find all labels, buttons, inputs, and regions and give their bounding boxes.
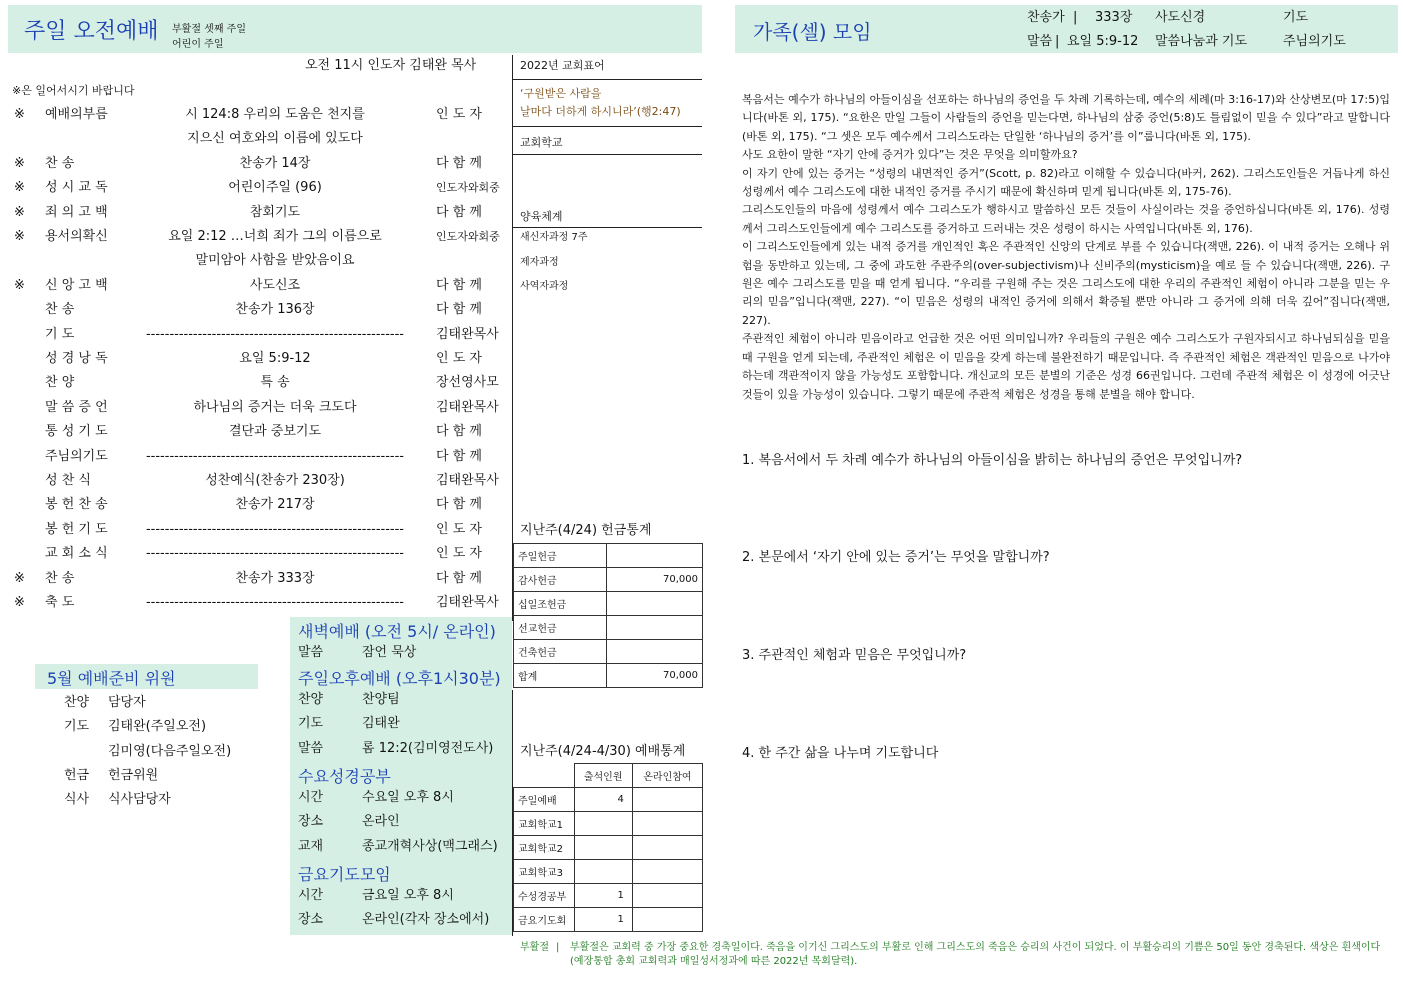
stand-mark: ※ [14, 180, 25, 196]
offering-label: 감사헌금 [514, 568, 607, 592]
meeting-title: 새벽예배 (오전 5시/ 온라인) [298, 622, 496, 641]
order-item-content: 어린이주일 (96) [228, 180, 322, 196]
order-item-content: ------------------------------------------------------- [145, 326, 404, 342]
order-item-leader: 다 함 께 [436, 155, 482, 171]
offering-row [514, 568, 703, 592]
stand-mark: ※ [14, 595, 25, 610]
order-item-name: 용서의확신 [45, 229, 108, 244]
order-item-content: ------------------------------------------------------- [145, 546, 404, 562]
committee-name: 담당자 [108, 695, 146, 710]
meeting-title: 수요성경공부 [298, 767, 391, 786]
order-item-content: ------------------------------------------------------- [145, 521, 404, 537]
worship-subtitle-2: 어린이 주일 [172, 39, 224, 50]
school-divider [513, 154, 702, 155]
attendance-row [514, 788, 703, 812]
committee-name: 김미영(다음주일오전) [108, 743, 232, 759]
attendance-row [514, 860, 703, 884]
attendance-online [632, 884, 702, 908]
body-paragraph: 이 자기 안에 있는 증거는 “성령의 내면적인 증거”(Scott, p. 82)라고 이해할 수 있습니다(바커, 262). 그리스도인들은 거듭나게 하신 성령께서 예수 그리스도에 대한 내적인 증거를 주시기 때문에 확신하며 믿게 됩니다(바톤 외, 175-76). [742, 166, 1390, 199]
meeting-value: 김태완 [362, 716, 400, 732]
order-item-leader: 다 함 께 [436, 204, 482, 220]
order-item-name: 교 회 소 식 [45, 546, 108, 562]
order-item-leader: 다 함 께 [436, 448, 482, 464]
offering-label: 선교헌금 [514, 616, 607, 640]
order-item-name: 축 도 [45, 595, 75, 610]
offering-amount [607, 640, 703, 664]
question-4: 4. 한 주간 삶을 나누며 기도합니다 [742, 746, 939, 761]
order-item-content: 요일 5:9-12 [239, 351, 311, 366]
order-item-content: 찬송가 333장 [235, 570, 315, 586]
cell-header [735, 5, 1398, 53]
order-item-content: 결단과 중보기도 [228, 424, 322, 440]
meeting-value: 찬양팀 [362, 692, 400, 707]
meeting-key: 말씀 [298, 740, 324, 756]
meeting-value: 롬 12:2(김미영전도사) [362, 740, 494, 756]
order-item-name: 성 찬 식 [45, 473, 91, 488]
order-item-content: 하나님의 증거는 더욱 크도다 [193, 399, 357, 415]
attendance-count [574, 812, 632, 836]
attendance-count [574, 860, 632, 884]
stand-mark: ※ [14, 277, 25, 293]
stand-mark: ※ [14, 570, 25, 586]
order-item-name: 신 앙 고 백 [45, 277, 108, 293]
attendance-label: 금요기도회 [514, 908, 575, 932]
order-item-name: 성 시 교 독 [45, 180, 108, 196]
motto-line-2: 날마다 더하게 하시니라’(행2:47) [520, 105, 681, 118]
committee-name: 김태완(주일오전) [108, 719, 207, 735]
committee-header [35, 664, 258, 689]
order-item-content: 찬송가 14장 [239, 155, 311, 171]
meeting-title: 금요기도모임 [298, 865, 391, 884]
order-item-content: 요일 2:12 …너희 죄가 그의 이름으로 [168, 229, 382, 244]
committee-role: 식사 [64, 792, 90, 808]
question-2: 2. 본문에서 ‘자기 안에 있는 증거’는 무엇을 말합니까? [742, 550, 1050, 565]
committee-role: 헌금 [64, 767, 90, 783]
meeting-key: 찬양 [298, 692, 324, 707]
attendance-row [514, 836, 703, 860]
service-info: 오전 11시 인도자 김태완 목사 [305, 58, 477, 73]
meeting-title: 주일오후예배 (오후1시30분) [298, 669, 501, 688]
order-item-name: 예배의부름 [45, 107, 108, 122]
order-item-leader: 다 함 께 [436, 497, 482, 513]
attendance-header: 온라인참여 [632, 764, 702, 788]
meeting-key: 기도 [298, 716, 324, 732]
order-item-leader: 인 도 자 [436, 107, 482, 122]
worship-title: 주일 오전예배 [24, 19, 159, 44]
order-item-content: 시 124:8 우리의 도움은 천지를 [185, 107, 365, 122]
committee-title: 5월 예배준비 위원 [47, 669, 176, 688]
attendance-label: 주일예배 [514, 788, 575, 812]
order-item-content: 지으신 여호와의 이름에 있도다 [187, 131, 363, 147]
order-item-content: 참회기도 [249, 204, 301, 220]
order-item-content: 찬송가 217장 [235, 497, 315, 513]
attendance-online [632, 788, 702, 812]
attendance-header: 출석인원 [574, 764, 632, 788]
committee-role: 찬양 [64, 695, 90, 710]
offering-amount: 70,000 [607, 664, 703, 688]
order-item-leader: 인 도 자 [436, 351, 482, 366]
order-item-content: 찬송가 136장 [235, 302, 315, 318]
meeting-value: 금요일 오후 8시 [362, 888, 454, 903]
attendance-count: 4 [574, 788, 632, 812]
worship-header [8, 5, 702, 53]
attendance-online [632, 908, 702, 932]
lords-prayer: 주님의기도 [1283, 34, 1346, 49]
body-paragraph: 그리스도인들의 마음에 성령께서 예수 그리스도가 행하시고 말씀하신 모든 것들이 사실이라는 것을 증언하십니다(바톤 외, 176). 성령께서 그리스도인들에게 예수 그리스도를 증거하고 드러내는 것은 성령이 하시는 사역입니다(바톤 외, 176). [742, 203, 1390, 235]
word-value: 요일 5:9-12 [1067, 34, 1139, 49]
committee-name: 식사담당자 [108, 792, 171, 808]
order-item-name: 통 성 기 도 [45, 424, 108, 440]
meeting-key: 장소 [298, 814, 324, 830]
cell-title: 가족(셀) 모임 [753, 20, 872, 44]
stand-mark: ※ [14, 155, 25, 171]
offering-row [514, 616, 703, 640]
attendance-label: 교회학교3 [514, 860, 575, 884]
order-item-content: ------------------------------------------------------- [145, 448, 404, 464]
word-divider: | [1055, 34, 1060, 49]
word-label: 말씀 [1027, 34, 1053, 49]
offering-label: 합계 [514, 664, 607, 688]
offering-row [514, 640, 703, 664]
body-paragraph: 주관적인 체험이 아니라 믿음이라고 언급한 것은 어떤 의미입니까? 우리들의 구원은 예수 그리스도가 구원자되시고 하나님되심을 믿을 때 구원을 얻게 되는데, 주관적인 체험은 이 믿음을 갖게 하는데 불완전하기 때문입니다. 즉 주관적인 체험은 객관적인 믿음으로 나가야 하는데 객관적이지 않을 가능성도 포함합니다. 개신교의 모든 분별의 기준은 성경 66권입니다. 그런데 주관적 체험은 이 성경에 어긋난 것들이 있을 가능성이 있습니다. 그렇기 때문에 주관적 체험은 성경을 통해 분별을 해야 합니다. [742, 332, 1390, 401]
order-item-leader: 김태완목사 [436, 326, 499, 342]
offering-amount [607, 592, 703, 616]
offering-amount [607, 544, 703, 568]
footnote-divider: | [556, 942, 560, 953]
offering-label: 주일헌금 [514, 544, 607, 568]
order-item-name: 찬 송 [45, 302, 75, 318]
order-item-name: 기 도 [45, 326, 75, 342]
order-item-name: 말 씀 증 언 [45, 399, 108, 415]
stand-mark: ※ [14, 204, 25, 220]
hymn-divider: | [1073, 10, 1078, 25]
motto-title: 2022년 교회표어 [520, 59, 605, 72]
offering-row [514, 664, 703, 688]
offering-table [513, 543, 703, 688]
meeting-key: 말씀 [298, 645, 324, 660]
question-1: 1. 복음서에서 두 차례 예수가 하나님의 아들이심을 밝히는 하나님의 증언은 무엇입니까? [742, 453, 1243, 468]
edu-item: 사역자과정 [520, 281, 569, 292]
prayer: 기도 [1283, 10, 1309, 25]
motto-line-1: ‘구원받은 사람을 [520, 87, 602, 100]
attendance-label: 교회학교1 [514, 812, 575, 836]
attendance-table [513, 763, 703, 932]
committee-name: 헌금위원 [108, 767, 159, 783]
cell-body [742, 91, 1390, 404]
motto-divider [513, 126, 702, 127]
edu-divider [513, 227, 702, 228]
worship-subtitle-1: 부활절 셋째 주일 [172, 24, 246, 35]
stand-mark: ※ [14, 229, 25, 244]
share: 말씀나눔과 기도 [1155, 34, 1248, 49]
order-item-leader: 김태완목사 [436, 473, 499, 488]
offering-amount [607, 616, 703, 640]
order-item-leader: 다 함 께 [436, 277, 482, 293]
body-paragraph: 복음서는 예수가 하나님의 아들이심을 선포하는 하나님의 증언을 두 차례 기록하는데, 예수의 세례(마 3:16-17)와 산상변모(마 17:5)입니다(바톤 외, 175). “요한은 만일 그들이 사람들의 증언을 믿는다면, 하나님의 삼중 증언(5:8)도 틀림없이 믿을 수 있다”라고 말합니다(바톤 외, 175). “그 셋은 모두 예수께서 그리스도라는 단일한 ‘하나님의 증거’를 이”룹니다(바톤 외, 175). [742, 93, 1390, 143]
offering-title: 지난주(4/24) 헌금통계 [520, 523, 652, 538]
footnote-label: 부활절 [520, 942, 549, 953]
meeting-key: 교재 [298, 838, 324, 854]
attendance-row [514, 884, 703, 908]
order-item-leader: 다 함 께 [436, 302, 482, 318]
committee-role: 기도 [64, 719, 90, 735]
edu-item: 제자과정 [520, 257, 559, 268]
order-item-leader: 인 도 자 [436, 546, 482, 562]
edu-item: 새신자과정 7주 [520, 232, 588, 243]
hymn-value: 333장 [1095, 10, 1133, 25]
offering-label: 건축헌금 [514, 640, 607, 664]
meeting-value: 온라인 [362, 814, 400, 830]
meeting-key: 시간 [298, 888, 324, 903]
school-title: 교회학교 [520, 136, 563, 149]
hymn-label: 찬송가 [1027, 10, 1065, 25]
meeting-value: 온라인(각자 장소에서) [362, 912, 490, 928]
order-item-name: 주님의기도 [45, 448, 108, 464]
meeting-value: 잠언 묵상 [362, 645, 417, 660]
offering-row [514, 592, 703, 616]
order-item-content: ------------------------------------------------------- [145, 595, 404, 610]
attendance-header [514, 764, 575, 788]
attendance-count [574, 836, 632, 860]
order-item-leader: 인 도 자 [436, 521, 482, 537]
order-item-content: 특 송 [260, 375, 290, 391]
order-item-leader: 인도자와회중 [436, 230, 500, 243]
order-item-content: 성찬예식(찬송가 230장) [205, 473, 345, 488]
order-item-leader: 김태완목사 [436, 399, 499, 415]
order-item-leader: 인도자와회중 [436, 181, 500, 195]
offering-amount: 70,000 [607, 568, 703, 592]
meeting-key: 시간 [298, 790, 324, 805]
order-item-leader: 다 함 께 [436, 570, 482, 586]
attendance-online [632, 812, 702, 836]
attendance-count: 1 [574, 908, 632, 932]
question-3: 3. 주관적인 체험과 믿음은 무엇입니까? [742, 648, 967, 663]
stand-mark: ※ [14, 107, 25, 122]
attendance-title: 지난주(4/24-4/30) 예배통계 [520, 744, 686, 759]
offering-label: 십일조헌금 [514, 592, 607, 616]
order-item-leader: 장선영사모 [436, 375, 499, 391]
order-item-name: 봉 헌 기 도 [45, 521, 108, 537]
order-item-name: 찬 송 [45, 155, 75, 171]
body-paragraph: 이 그리스도인들에게 있는 내적 증거를 개인적인 혹은 주관적인 신앙의 단계로 부를 수 있습니다(잭맨, 226). 이 내적 증거는 오해나 위험을 동반하고 있는데, 그 중에 과도한 주관주의(over-subjectivism)나 신비주의(mysticism)을 예로 들 수 있습니다(잭맨, 226). 구원은 예수 그리스도를 믿을 때 얻게 됩니다. “우리를 구원해 주는 것은 그리스도에 대한 우리의 주관적인 체험이 아니라 그분을 믿는 우리의 믿음”입니다(잭맨, 227). “이 믿음은 성령의 내적인 증거에 의해서 확증될 뿐만 아니라 그 증거에 의해 더욱 깊어”집니다(잭맨, 227). [742, 240, 1390, 327]
stand-note: ※은 일어서시기 바랍니다 [12, 84, 135, 97]
order-item-name: 성 경 낭 독 [45, 351, 108, 366]
order-item-leader: 다 함 께 [436, 424, 482, 440]
attendance-label: 수성경공부 [514, 884, 575, 908]
attendance-header-row [514, 764, 703, 788]
body-paragraph: 사도 요한이 말한 “자기 안에 증거가 있다”는 것은 무엇을 의미할까요? [742, 148, 1078, 162]
footnote-text: 부활절은 교회력 중 가장 중요한 경축일이다. 죽음을 이기신 그리스도의 부활로 인해 그리스도의 죽음은 승리의 사건이 되었다. 이 부활승리의 기쁨은 50일 동안 경축된다. 색상은 흰색이다(예장통합 총회 교회력과 매일성서정과에 따른 2022년 목회달력). [570, 942, 1381, 967]
meeting-key: 장소 [298, 912, 324, 928]
order-item-name: 찬 양 [45, 375, 75, 391]
creed: 사도신경 [1155, 10, 1206, 25]
order-item-content: 말미암아 사함을 받았음이요 [195, 253, 355, 269]
column-divider [512, 55, 513, 621]
attendance-row [514, 908, 703, 932]
attendance-online [632, 860, 702, 884]
meeting-value: 종교개혁사상(맥그래스) [362, 838, 498, 854]
order-item-name: 봉 헌 찬 송 [45, 497, 108, 513]
order-item-leader: 김태완목사 [436, 595, 499, 610]
motto-underline [513, 79, 702, 80]
order-item-name: 죄 의 고 백 [45, 204, 108, 220]
order-item-name: 찬 송 [45, 570, 75, 586]
attendance-row [514, 812, 703, 836]
attendance-label: 교회학교2 [514, 836, 575, 860]
offering-row [514, 544, 703, 568]
meeting-value: 수요일 오후 8시 [362, 790, 454, 805]
attendance-online [632, 836, 702, 860]
attendance-count: 1 [574, 884, 632, 908]
edu-title: 양육체계 [520, 210, 563, 223]
order-item-content: 사도신조 [249, 277, 301, 293]
